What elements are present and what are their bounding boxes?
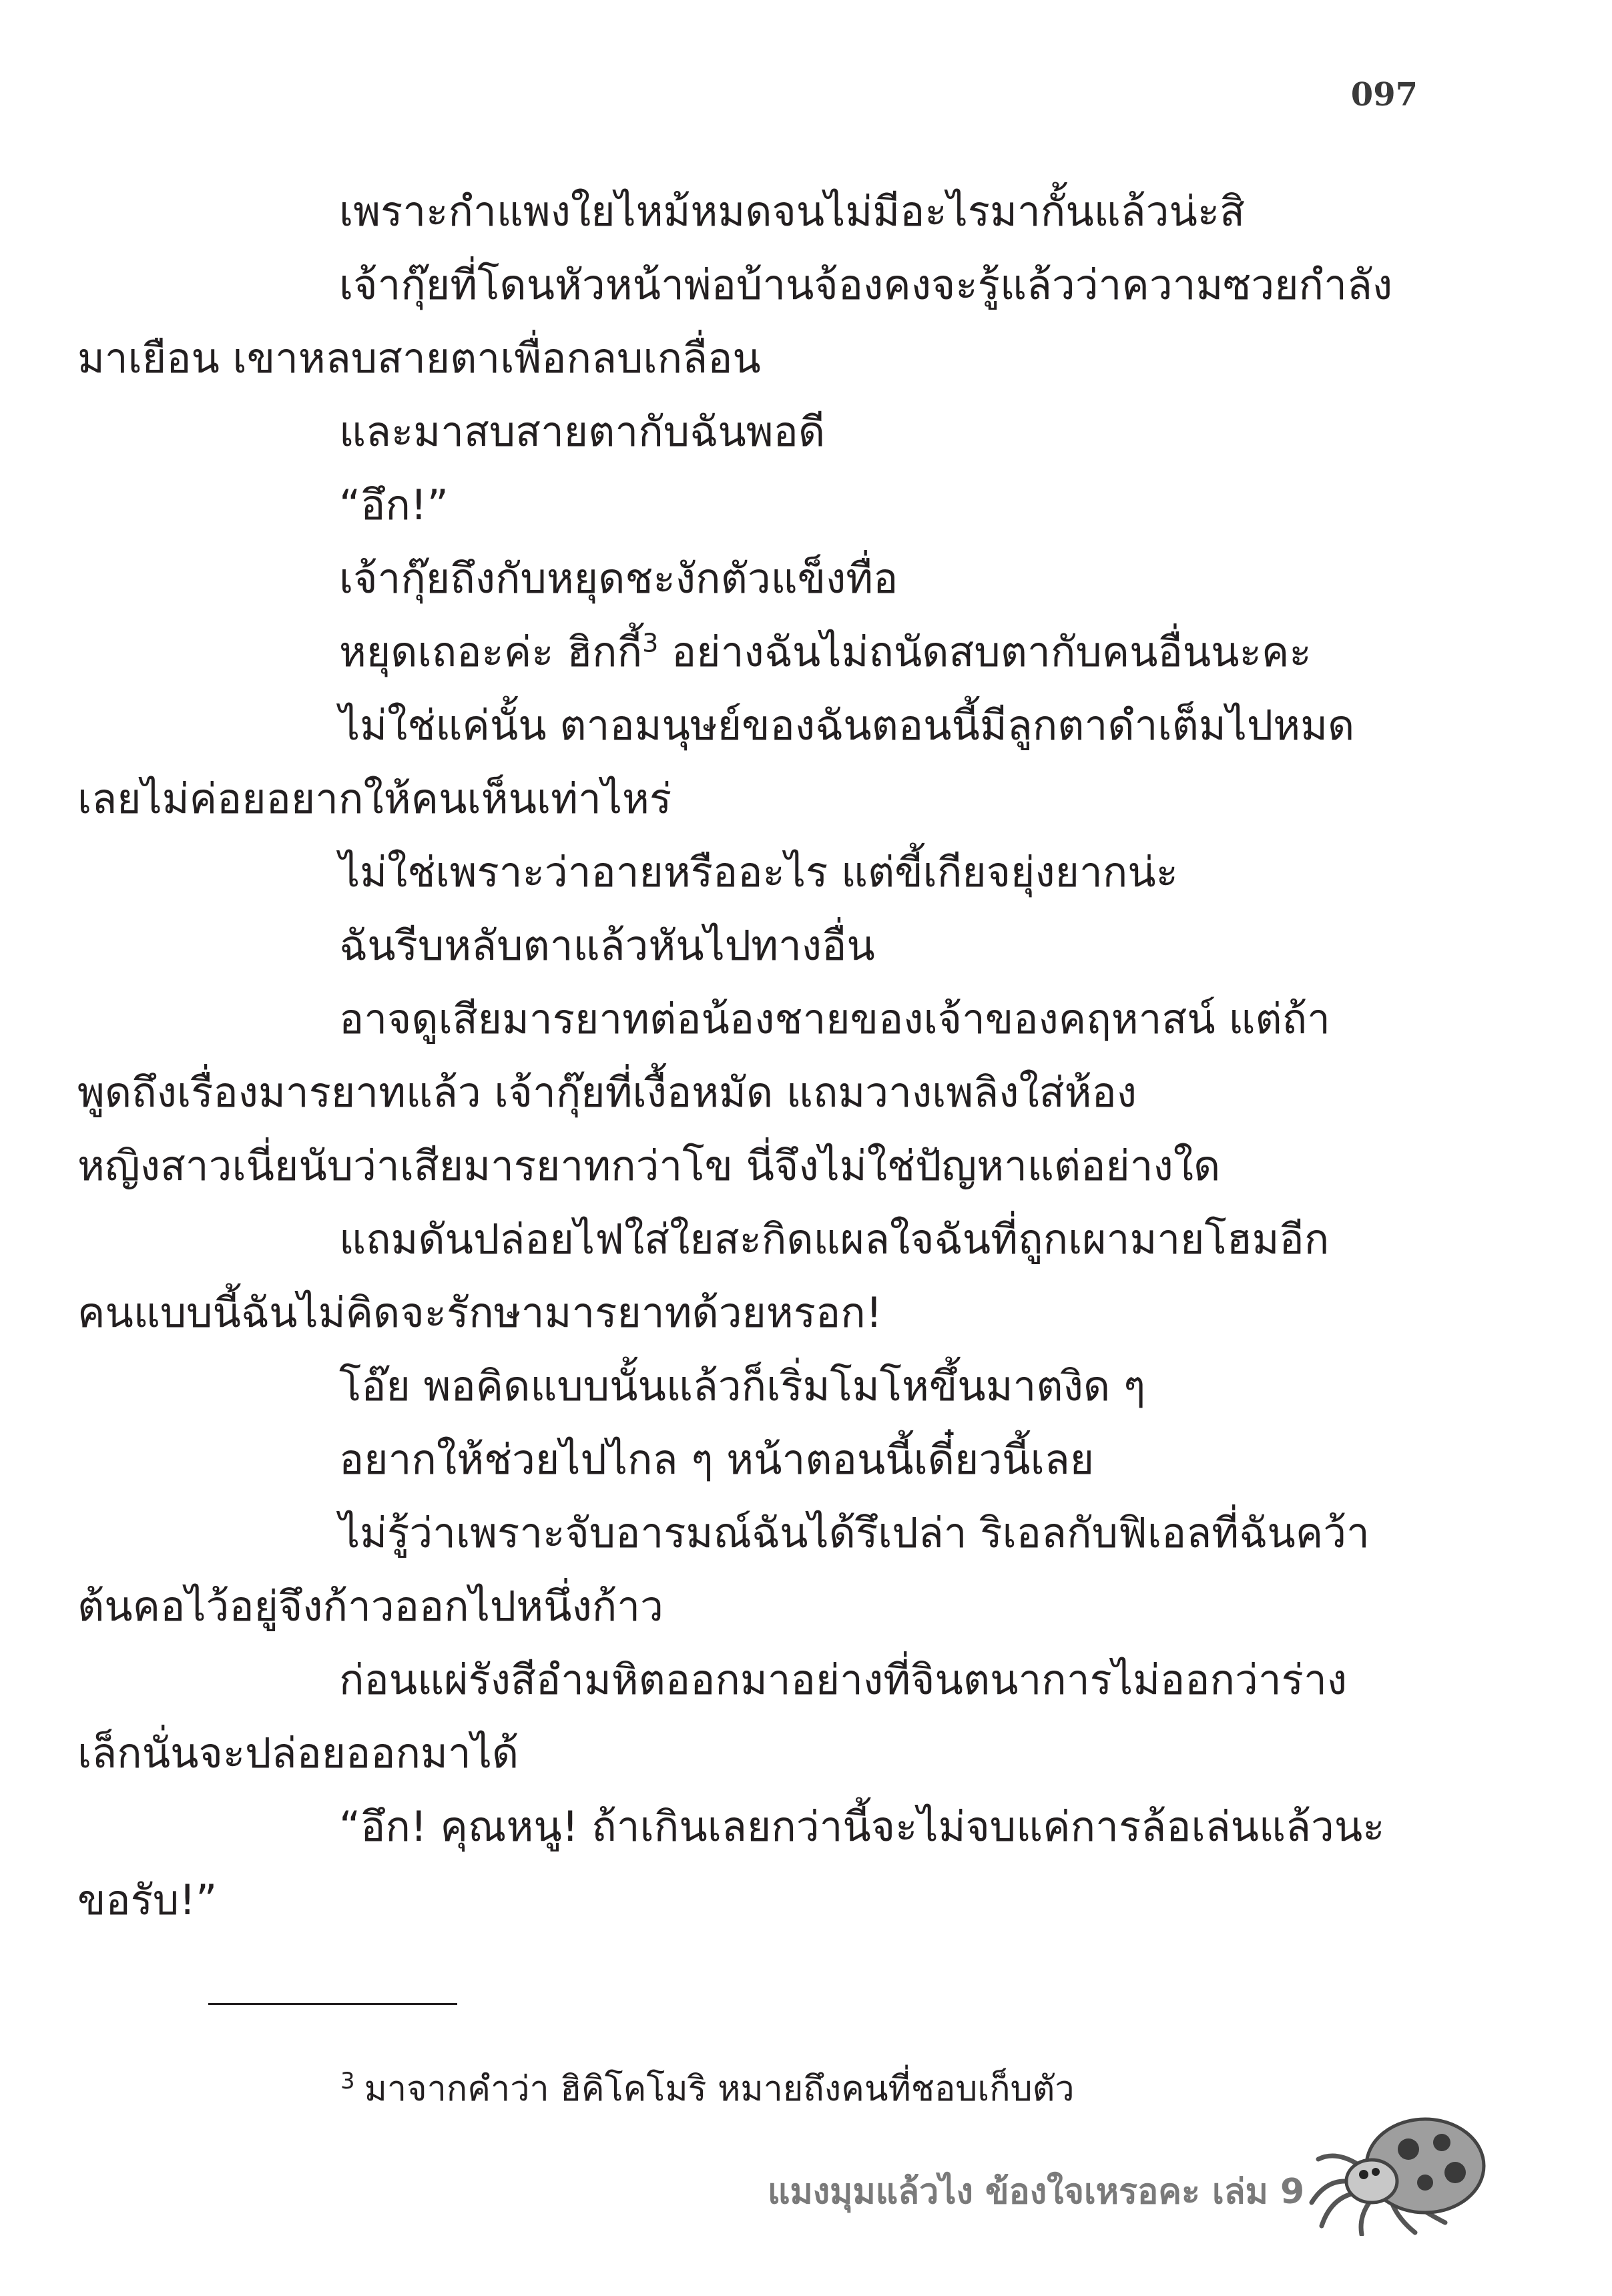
text-line: ก่อนแผ่รังสีอำมหิตออกมาอย่างที่จินตนาการไม่ออกว่าร่าง — [339, 1655, 1348, 1704]
text-line: ต้นคอไว้อยู่จึงก้าวออกไปหนึ่งก้าว — [77, 1582, 663, 1631]
text-line: คนแบบนี้ฉันไม่คิดจะรักษามารยาทด้วยหรอก! — [77, 1288, 882, 1337]
text-line: ไม่รู้ว่าเพราะจับอารมณ์ฉันได้รึเปล่า ริเอลกับฟิเอลที่ฉันคว้า — [339, 1508, 1370, 1557]
spider-spot — [1433, 2134, 1450, 2151]
paragraph — [77, 1496, 1416, 1643]
text-segment: อย่างฉันไม่ถนัดสบตากับคนอื่นนะคะ — [658, 627, 1312, 676]
paragraph — [208, 1423, 1416, 1496]
paragraph — [77, 1643, 1416, 1790]
spider-spot — [1417, 2175, 1433, 2191]
spider-spot — [1444, 2162, 1466, 2183]
text-line: เล็กนั่นจะปล่อยออกมาได้ — [77, 1729, 519, 1777]
text-line: “อึก!” — [339, 481, 449, 529]
footnote-text: มาจากคำว่า ฮิคิโคโมริ หมายถึงคนที่ชอบเก็บตัว — [364, 2069, 1075, 2109]
text-line: เพราะกำแพงใยไหม้หมดจนไม่มีอะไรมากั้นแล้วน่ะสิ — [339, 187, 1246, 236]
page-number: 097 — [1350, 76, 1418, 113]
spider-mascot-icon — [1292, 2102, 1492, 2236]
paragraph — [208, 542, 1416, 615]
text-line: และมาสบสายตากับฉันพอดี — [339, 407, 826, 456]
paragraph — [77, 1790, 1416, 1937]
text-line: โอ๊ย พอคิดแบบนั้นแล้วก็เริ่มโมโหขึ้นมาตงิด ๆ — [339, 1362, 1146, 1410]
paragraph — [208, 175, 1416, 248]
text-line: ไม่ใช่เพราะว่าอายหรืออะไร แต่ขี้เกียจยุ่งยากน่ะ — [339, 848, 1178, 896]
text-line: ฉันรีบหลับตาแล้วหันไปทางอื่น — [339, 921, 875, 970]
text-line: เจ้ากุ๊ยที่โดนหัวหน้าพ่อบ้านจ้องคงจะรู้แล้วว่าความซวยกำลัง — [339, 260, 1393, 309]
text-line: อยากให้ช่วยไปไกล ๆ หน้าตอนนี้เดี๋ยวนี้เลย — [339, 1435, 1095, 1484]
footnote-divider — [208, 2003, 457, 2005]
footnote-mark: 3 — [340, 2067, 355, 2094]
paragraph — [208, 615, 1416, 689]
text-line: มาเยือน เขาหลบสายตาเพื่อกลบเกลื่อน — [77, 334, 761, 382]
paragraph — [208, 395, 1416, 469]
running-footer-title: แมงมุมแล้วไง ข้องใจเหรอคะ เล่ม 9 — [768, 2172, 1305, 2212]
spider-spot — [1398, 2138, 1419, 2160]
footnote — [340, 2062, 1075, 2116]
paragraph — [208, 836, 1416, 909]
text-line: พูดถึงเรื่องมารยาทแล้ว เจ้ากุ๊ยที่เงื้อหมัด แถมวางเพลิงใส่ห้อง — [77, 1068, 1137, 1117]
paragraph — [208, 909, 1416, 982]
text-line: “อึก! คุณหนู! ถ้าเกินเลยกว่านี้จะไม่จบแค่การล้อเล่นแล้วนะ — [339, 1802, 1385, 1851]
text-line: หญิงสาวเนี่ยนับว่าเสียมารยาทกว่าโข นี่จึงไม่ใช่ปัญหาแต่อย่างใด — [77, 1141, 1221, 1190]
body-text — [77, 175, 1416, 1937]
text-line — [208, 615, 1416, 689]
text-line: ไม่ใช่แค่นั้น ตาอมนุษย์ของฉันตอนนี้มีลูกตาดำเต็มไปหมด — [339, 701, 1355, 750]
paragraph — [77, 1203, 1416, 1350]
paragraph — [77, 248, 1416, 395]
footnote-reference: 3 — [642, 628, 659, 658]
text-line: เจ้ากุ๊ยถึงกับหยุดชะงักตัวแข็งทื่อ — [339, 554, 898, 603]
paragraph — [208, 469, 1416, 542]
text-line: ขอรับ!” — [77, 1876, 218, 1924]
spider-eye — [1372, 2168, 1380, 2176]
spider-eye — [1359, 2170, 1368, 2179]
text-line: อาจดูเสียมารยาทต่อน้องชายของเจ้าของคฤหาสน์ แต่ถ้า — [339, 994, 1330, 1043]
text-line: แถมดันปล่อยไฟใส่ใยสะกิดแผลใจฉันที่ถูกเผามายโฮมอีก — [339, 1215, 1330, 1263]
paragraph — [77, 689, 1416, 836]
paragraph — [208, 1350, 1416, 1423]
spider-head — [1346, 2160, 1397, 2203]
paragraph — [77, 982, 1416, 1203]
text-line: เลยไม่ค่อยอยากให้คนเห็นเท่าไหร่ — [77, 774, 672, 823]
text-segment: หยุดเถอะค่ะ ฮิกกี้ — [339, 627, 643, 676]
